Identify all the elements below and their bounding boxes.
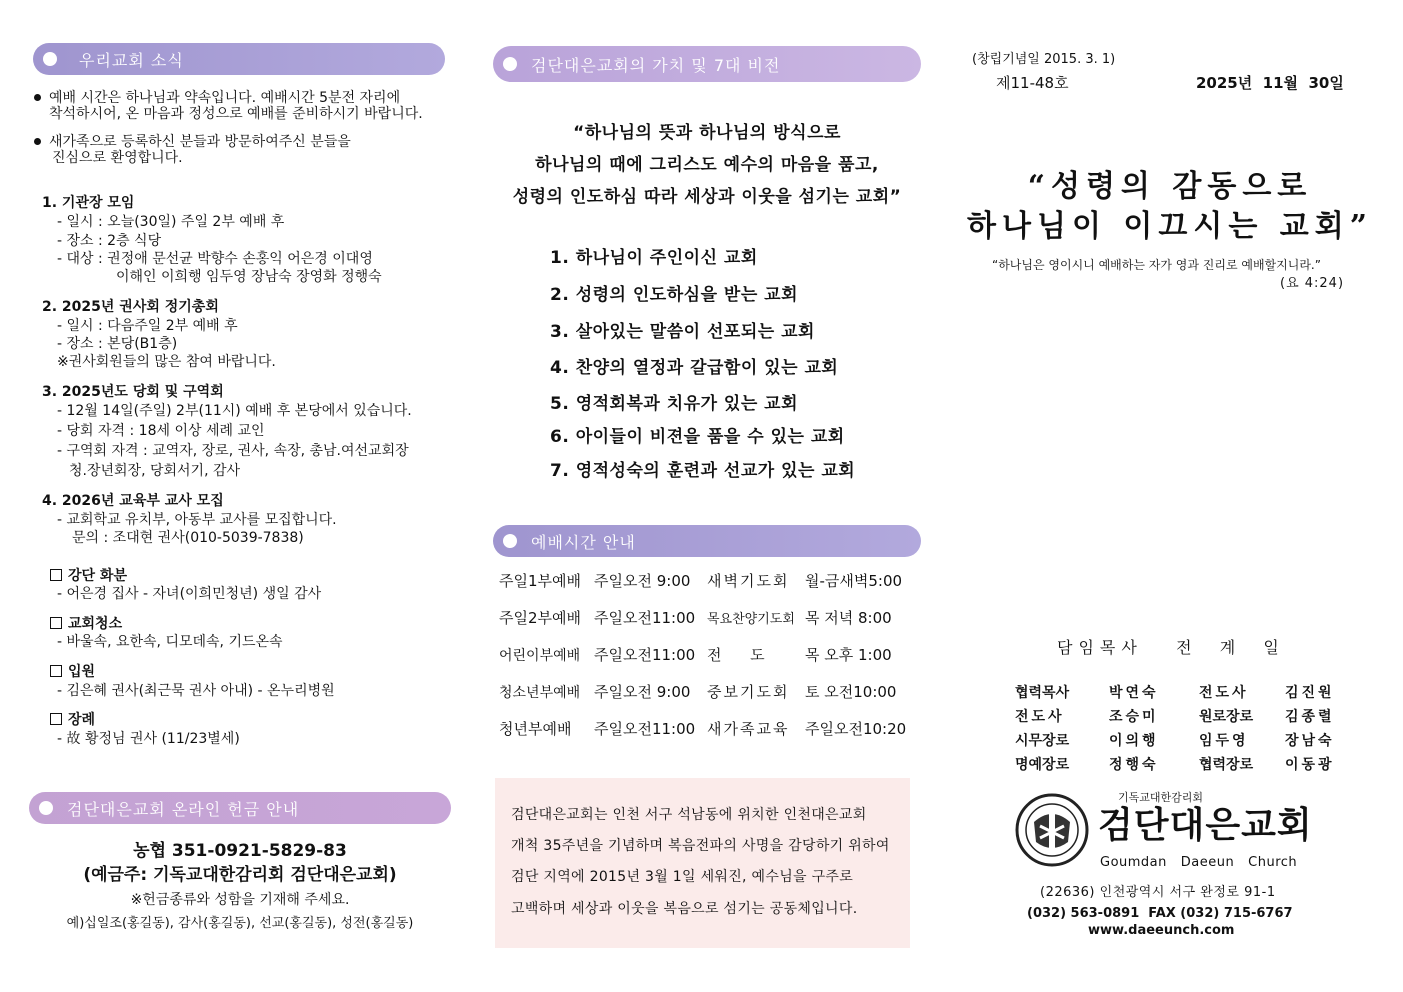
service-name: 주일2부예배 [499,609,581,627]
staff-role: 명예장로 [1015,757,1070,773]
item-1-line: - 일시 : 오늘(30일) 주일 2부 예배 후 [57,214,285,230]
offering-account: 농협 351-0921-5829-83 [133,841,347,861]
bullet-dot-icon [503,57,517,71]
staff-name: 장남숙 [1285,733,1335,749]
staff-name: 임두영 [1199,733,1249,749]
table-row [499,710,906,747]
box-item-3-title: 입원 [68,664,96,680]
bible-verse: “하나님은 영이시니 예배하는 자가 영과 진리로 예배할지니라.” [992,258,1321,272]
staff-role: 협력장로 [1199,757,1254,773]
intro-1-line2: 착석하시어, 온 마음과 정성으로 예배를 준비하시기 바랍니다. [49,106,423,122]
motto-line-3: 성령의 인도하심 따라 세상과 이웃을 섬기는 교회” [512,187,902,207]
offering-example: 예)십일조(홍길동), 감사(홍길동), 선교(홍길동), 성전(홍길동) [66,916,414,931]
about-line: 고백하며 세상과 이웃을 복음으로 섬기는 공동체입니다. [511,901,858,917]
about-line: 검단 지역에 2015년 3월 1일 세워진, 예수님을 구주로 [511,869,854,885]
staff-name: 이의행 [1109,733,1159,749]
item-4-line: - 교회학교 유치부, 아동부 교사를 모집합니다. [57,512,337,528]
staff-role: 원로장로 [1199,709,1254,725]
service-name: 전 도 [707,646,765,664]
item-2-line: - 일시 : 다음주일 2부 예배 후 [57,318,238,334]
service-name: 청소년부예배 [499,684,581,701]
offering-note: ※헌금종류와 성함을 기재해 주세요. [130,892,350,908]
item-3-title: 3. 2025년도 당회 및 구역회 [42,384,224,400]
service-time: 주일오전11:00 [594,646,696,664]
church-address: (22636) 인천광역시 서구 완정로 91-1 [1040,885,1276,900]
senior-pastor: 담임목사 전 계 일 [1057,638,1285,657]
vision-item: 2. 성령의 인도하심을 받는 교회 [550,285,799,305]
service-name: 청년부예배 [499,720,572,738]
box-item-1-line: - 어은경 집사 - 자녀(이희민청년) 생일 감사 [57,586,322,602]
bulletin-date: 2025년 11월 30일 [1196,74,1344,92]
issue-number: 제11-48호 [996,74,1069,92]
box-item-4 [50,711,95,730]
checkbox-square-icon [50,569,62,581]
staff-role: 전도사 [1199,685,1249,701]
service-name: 어린이부예배 [499,647,581,664]
intro-1-line1: 예배 시간은 하나님과 약속입니다. 예배시간 5분전 자리에 [49,90,401,106]
worship-schedule-table [499,562,906,747]
box-item-1 [50,567,127,586]
item-1-line: - 장소 : 2층 식당 [57,233,162,249]
staff-name: 김종렬 [1285,709,1335,725]
vision-item: 6. 아이들이 비젼을 품을 수 있는 교회 [550,427,845,447]
staff-name: 이동광 [1285,757,1335,773]
staff-role: 전도사 [1015,709,1065,725]
slogan-line-2: 하나님이 이끄시는 교회” [967,209,1373,244]
vision-header-label: 검단대은교회의 가치 및 7대 비전 [531,55,781,75]
offering-header [29,792,451,824]
item-3-line: - 12월 14일(주일) 2부(11시) 예배 후 본당에서 있습니다. [57,403,412,419]
schedule-header-label: 예배시간 안내 [531,532,636,552]
box-item-2-line: - 바울속, 요한속, 디모데속, 기드온속 [57,634,283,650]
church-website[interactable]: www.daeeunch.com [1088,923,1235,938]
item-2-line: ※권사회원들의 많은 참여 바랍니다. [57,354,276,370]
service-time: 주일오전11:00 [594,609,696,627]
item-3-line: 청.장년회장, 당회서기, 감사 [69,463,241,479]
table-row [499,599,906,636]
vision-item: 5. 영적회복과 치유가 있는 교회 [550,394,799,414]
checkbox-square-icon [50,617,62,629]
staff-name: 정행숙 [1109,757,1159,773]
table-row [499,673,906,710]
service-time: 토 오전10:00 [805,683,897,701]
about-line: 개척 35주년을 기념하며 복음전파의 사명을 감당하기 위하여 [511,838,890,854]
bullet-icon [34,138,41,145]
item-1-line: - 대상 : 권정애 문선균 박향수 손홍익 어은경 이대영 [57,251,373,267]
service-time: 주일오전 9:00 [594,572,691,590]
table-row [499,636,906,673]
service-name: 새벽기도회 [707,572,790,590]
service-time: 목 저녁 8:00 [805,609,892,627]
vision-header [493,46,921,82]
motto-line-1: “하나님의 뜻과 하나님의 방식으로 [573,123,841,143]
service-time: 주일오전 9:00 [594,683,691,701]
bullet-dot-icon [503,534,517,548]
denomination: 기독교대한감리회 [1118,791,1204,804]
slogan-line-1: “성령의 감동으로 [1027,169,1313,204]
vision-item: 4. 찬양의 열정과 갈급함이 있는 교회 [550,358,839,378]
service-time: 월-금새벽5:00 [805,572,903,590]
item-1-title: 1. 기관장 모임 [42,195,135,211]
motto-line-2: 하나님의 때에 그리스도 예수의 마음을 품고, [535,155,879,175]
about-line: 검단대은교회는 인천 서구 석남동에 위치한 인천대은교회 [511,807,867,823]
item-4-title: 4. 2026년 교육부 교사 모집 [42,493,224,509]
service-name: 주일1부예배 [499,572,581,590]
staff-table [1014,680,1336,776]
staff-name: 조승미 [1109,709,1159,725]
church-name-logo: 검단대은교회 [1098,805,1313,846]
bible-verse-reference: (요 4:24) [1280,276,1345,291]
bullet-dot-icon [43,52,57,66]
box-item-4-line: - 故 황정님 권사 (11/23별세) [57,731,240,747]
item-3-line: - 당회 자격 : 18세 이상 세례 교인 [57,423,265,439]
staff-role: 협력목사 [1015,685,1070,701]
table-row [1014,728,1336,752]
church-phone: (032) 563-0891 FAX (032) 715-6767 [1027,906,1293,921]
box-item-2-title: 교회청소 [68,616,123,632]
founding-date: (창립기념일 2015. 3. 1) [972,52,1116,67]
service-name: 중보기도회 [707,683,790,701]
church-emblem-icon [1014,792,1090,868]
intro-2-line2: 진심으로 환영합니다. [52,150,183,166]
box-item-2 [50,615,122,634]
schedule-header [493,525,921,557]
item-2-line: - 장소 : 본당(B1층) [57,336,178,352]
staff-name: 박연숙 [1109,685,1159,701]
table-row [1014,752,1336,776]
offering-header-label: 검단대은교회 온라인 헌금 안내 [67,799,300,819]
offering-holder: (예금주: 기독교대한감리회 검단대은교회) [83,865,397,885]
service-name: 목요찬양기도회 [707,612,795,627]
box-item-4-title: 장례 [68,712,96,728]
item-3-line: - 구역회 자격 : 교역자, 장로, 권사, 속장, 총남.여선교회장 [57,443,409,459]
news-header [33,43,445,75]
news-header-label: 우리교회 소식 [79,50,184,70]
box-item-1-title: 강단 화분 [68,568,127,584]
service-name: 새가족교육 [707,720,790,738]
intro-2-line1: 새가족으로 등록하신 분들과 방문하여주신 분들을 [49,134,351,150]
staff-role: 시무장로 [1015,733,1070,749]
table-row [1014,680,1336,704]
about-box [495,778,910,948]
item-2-title: 2. 2025년 권사회 정기총회 [42,299,219,315]
staff-name: 김진원 [1285,685,1335,701]
bullet-icon [34,94,41,101]
service-time: 주일오전11:00 [594,720,696,738]
box-item-3 [50,663,95,682]
vision-item: 3. 살아있는 말씀이 선포되는 교회 [550,322,815,342]
vision-item: 7. 영적성숙의 훈련과 선교가 있는 교회 [550,461,856,481]
service-time: 목 오후 1:00 [805,646,892,664]
item-1-line: 이해인 이희행 임두영 장남숙 장영화 정행숙 [116,269,382,285]
box-item-3-line: - 김은혜 권사(최근묵 권사 아내) - 온누리병원 [57,683,335,699]
vision-item: 1. 하나님이 주인이신 교회 [550,248,758,268]
bullet-dot-icon [39,801,53,815]
item-4-line: 문의 : 조대현 권사(010-5039-7838) [72,530,304,546]
table-row [499,562,906,599]
checkbox-square-icon [50,665,62,677]
table-row [1014,704,1336,728]
church-name-english: Goumdan Daeeun Church [1100,855,1298,870]
service-time: 주일오전10:20 [805,720,907,738]
checkbox-square-icon [50,713,62,725]
